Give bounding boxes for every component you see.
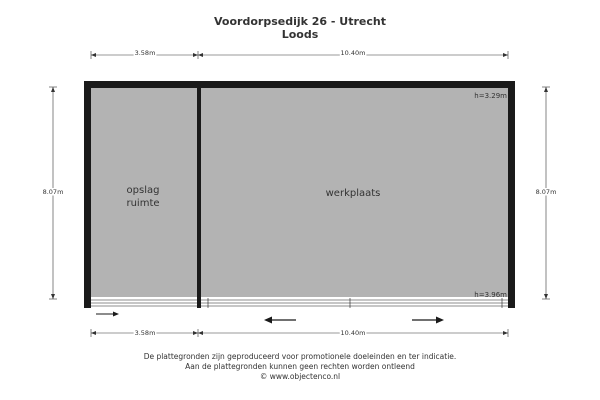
storage-room-label-line1: opslag (126, 185, 160, 196)
disclaimer-line2: Aan de plattegronden kunnen geen rechten worden ontleend (185, 362, 415, 371)
copyright-line: © www.objectenco.nl (259, 372, 341, 381)
interior-wall (197, 88, 201, 308)
ceiling-height-top-label: h=3.29m (474, 92, 507, 100)
arrow-right-icon (96, 312, 119, 317)
storage-room-label-line2: ruimte (126, 198, 160, 209)
bottom-left-width-label: 3.58m (134, 329, 156, 337)
right-height-label: 8.07m (535, 188, 557, 196)
bottom-right-width-label: 10.40m (340, 329, 366, 337)
workshop-label: werkplaats (325, 188, 381, 199)
top-left-width-label: 3.58m (134, 49, 156, 57)
door-opening-strip (91, 297, 508, 308)
top-right-width-label: 10.40m (340, 49, 366, 57)
page-title: Voordorpsedijk 26 - Utrecht (214, 15, 386, 28)
ceiling-height-bottom-label: h=3.96m (474, 291, 507, 299)
arrow-right-icon (412, 317, 444, 324)
left-height-label: 8.07m (42, 188, 64, 196)
page-subtitle: Loods (281, 28, 319, 41)
arrow-left-icon (264, 317, 296, 324)
disclaimer-line1: De plattegronden zijn geproduceerd voor promotionele doeleinden en ter indicatie. (143, 352, 457, 361)
